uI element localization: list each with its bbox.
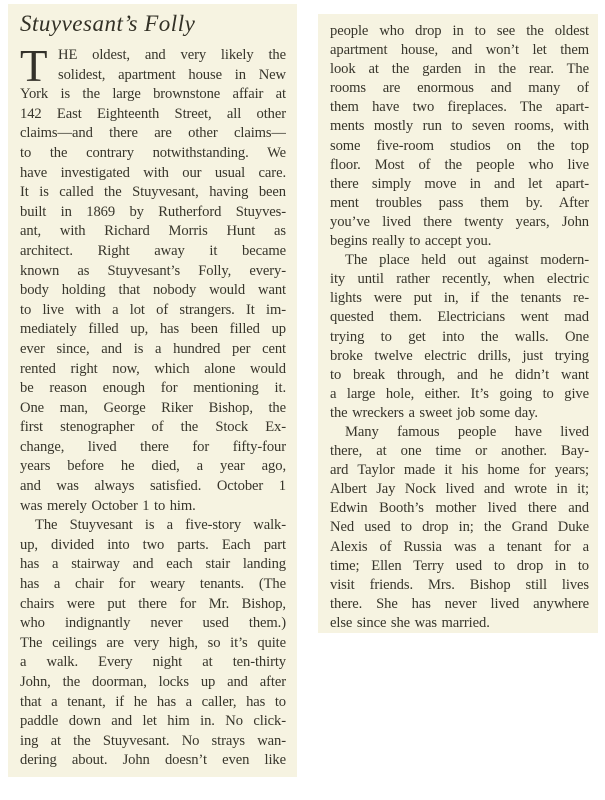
text-line: ment troubles pass them by. After [330, 194, 589, 211]
drop-cap-letter: T [20, 41, 48, 91]
text-line: that a tenant, if he has a caller, has to [20, 693, 286, 710]
text-line: and was always satisfied. October 1 [20, 478, 286, 495]
text-line: lights were put in, if the tenants re- [330, 290, 589, 307]
text-line: the wreckers a sweet job some day. [330, 404, 538, 421]
article-column-left [8, 4, 297, 777]
text-line: to the contrary notwithstanding. We [20, 144, 286, 161]
text-line: there simply move in and let apart- [330, 175, 589, 192]
text-line: there. She has never lived anywhere [330, 595, 589, 612]
text-line: architect. Right away it became [20, 242, 286, 259]
text-line: who indignantly never used them.) [20, 615, 286, 632]
text-line: 142 East Eighteenth Street, all other [20, 105, 286, 122]
text-line: ard Taylor made it his home for years; [330, 462, 589, 479]
text-line: people who drop in to see the oldest [330, 23, 589, 39]
text-line: has a chair for weary tenants. (The [20, 576, 286, 593]
text-line: John, the doorman, locks up and after [20, 674, 286, 690]
text-line: The Stuyvesant is a five-story walk- [35, 517, 286, 534]
text-line: paddle down and let him in. No click- [20, 713, 286, 730]
text-line: first stenographer of the Stock Ex- [20, 419, 286, 436]
text-line: begins really to accept you. [330, 233, 492, 250]
text-line: chairs were put there for Mr. Bishop, [20, 595, 286, 612]
text-line: be reason enough for mentioning it. [20, 380, 286, 397]
paragraph [330, 423, 589, 633]
text-line: claims—and there are other claims— [20, 125, 286, 142]
text-line: there, at one time or another. Bay- [330, 443, 589, 460]
text-line: The ceilings are very high, so it’s quite [20, 634, 286, 651]
article-column-right [318, 14, 598, 633]
text-line: time; Ellen Terry used to drop in to [330, 557, 589, 574]
text-line: some five-room studios on the top [330, 137, 589, 154]
text-line: ant, with Richard Morris Hunt as [20, 223, 286, 240]
text-line: them have two fireplaces. The apart- [330, 99, 589, 116]
text-line: to break through, and he didn’t want [330, 366, 589, 383]
text-line: ever since, and is a hundred per cent [20, 340, 286, 357]
text-line: apartment house, and won’t let them [330, 42, 589, 59]
text-line: else since she was married. [330, 614, 490, 631]
text-line: look at the garden in the rear. The [330, 61, 589, 78]
text-line: visit friends. Mrs. Bishop still lives [330, 576, 589, 593]
text-line: ity until rather recently, when electric [330, 271, 589, 288]
text-line: known as Stuyvesant’s Folly, every- [20, 262, 286, 279]
text-line: Many famous people have lived [345, 423, 589, 440]
paragraph [330, 251, 589, 423]
text-line: has a stairway and each stair landing [20, 556, 286, 573]
text-line: Alexis of Russia was a tenant for a [330, 538, 589, 555]
text-line: Ned used to drop in; the Grand Duke [330, 519, 589, 536]
paragraph [20, 41, 286, 516]
text-line: quested them. Electricians went mad [330, 309, 589, 326]
text-line: mediately filled up, has been filled up [20, 321, 286, 338]
text-line: rented right now, which alone would [20, 360, 286, 377]
text-line: to live with a lot of strangers. It im- [20, 301, 286, 318]
text-line: HE oldest, and very likely the [58, 47, 286, 63]
text-line: years before he died, a year ago, [20, 458, 286, 475]
text-line: rooms are enormous and many of [330, 80, 589, 97]
text-line: It is called the Stuyvesant, having been [20, 184, 286, 201]
article-title: Stuyvesant’s Folly [20, 11, 196, 36]
text-line: you’ve lived there twenty years, John [330, 213, 589, 230]
text-line: dering about. John doesn’t even like [20, 752, 286, 769]
text-line: broke twelve electric drills, just trying [330, 347, 589, 364]
text-line: ing at the Stuyvesant. No strays wan- [20, 732, 286, 749]
text-line: Albert Jay Nock lived and wrote in it; [330, 481, 589, 498]
text-line: up, divided into two parts. Each part [20, 536, 286, 553]
text-line: body holding that nobody would want [20, 282, 286, 299]
text-line: York is the large brownstone affair at [20, 86, 286, 103]
text-line: One man, George Riker Bishop, the [20, 399, 286, 416]
text-line: a large hole, either. It’s going to give [330, 385, 589, 402]
text-line: Edwin Booth’s mother lived there and [330, 500, 589, 517]
paragraph [330, 22, 589, 251]
text-line: a walk. Every night at ten-thirty [20, 654, 286, 671]
text-line: was merely October 1 to him. [20, 497, 196, 514]
text-line: built in 1869 by Rutherford Stuyves- [20, 203, 286, 220]
text-line: ments mostly run to seven rooms, with [330, 118, 589, 135]
text-line: have investigated with our usual care. [20, 164, 286, 181]
text-line: solidest, apartment house in New [58, 66, 286, 83]
paragraph [20, 516, 286, 771]
text-line: change, lived there for fifty-four [20, 438, 286, 455]
text-line: floor. Most of the people who live [330, 156, 589, 173]
text-line: The place held out against modern- [345, 252, 589, 269]
text-line: trying to get into the walls. One [330, 328, 589, 345]
